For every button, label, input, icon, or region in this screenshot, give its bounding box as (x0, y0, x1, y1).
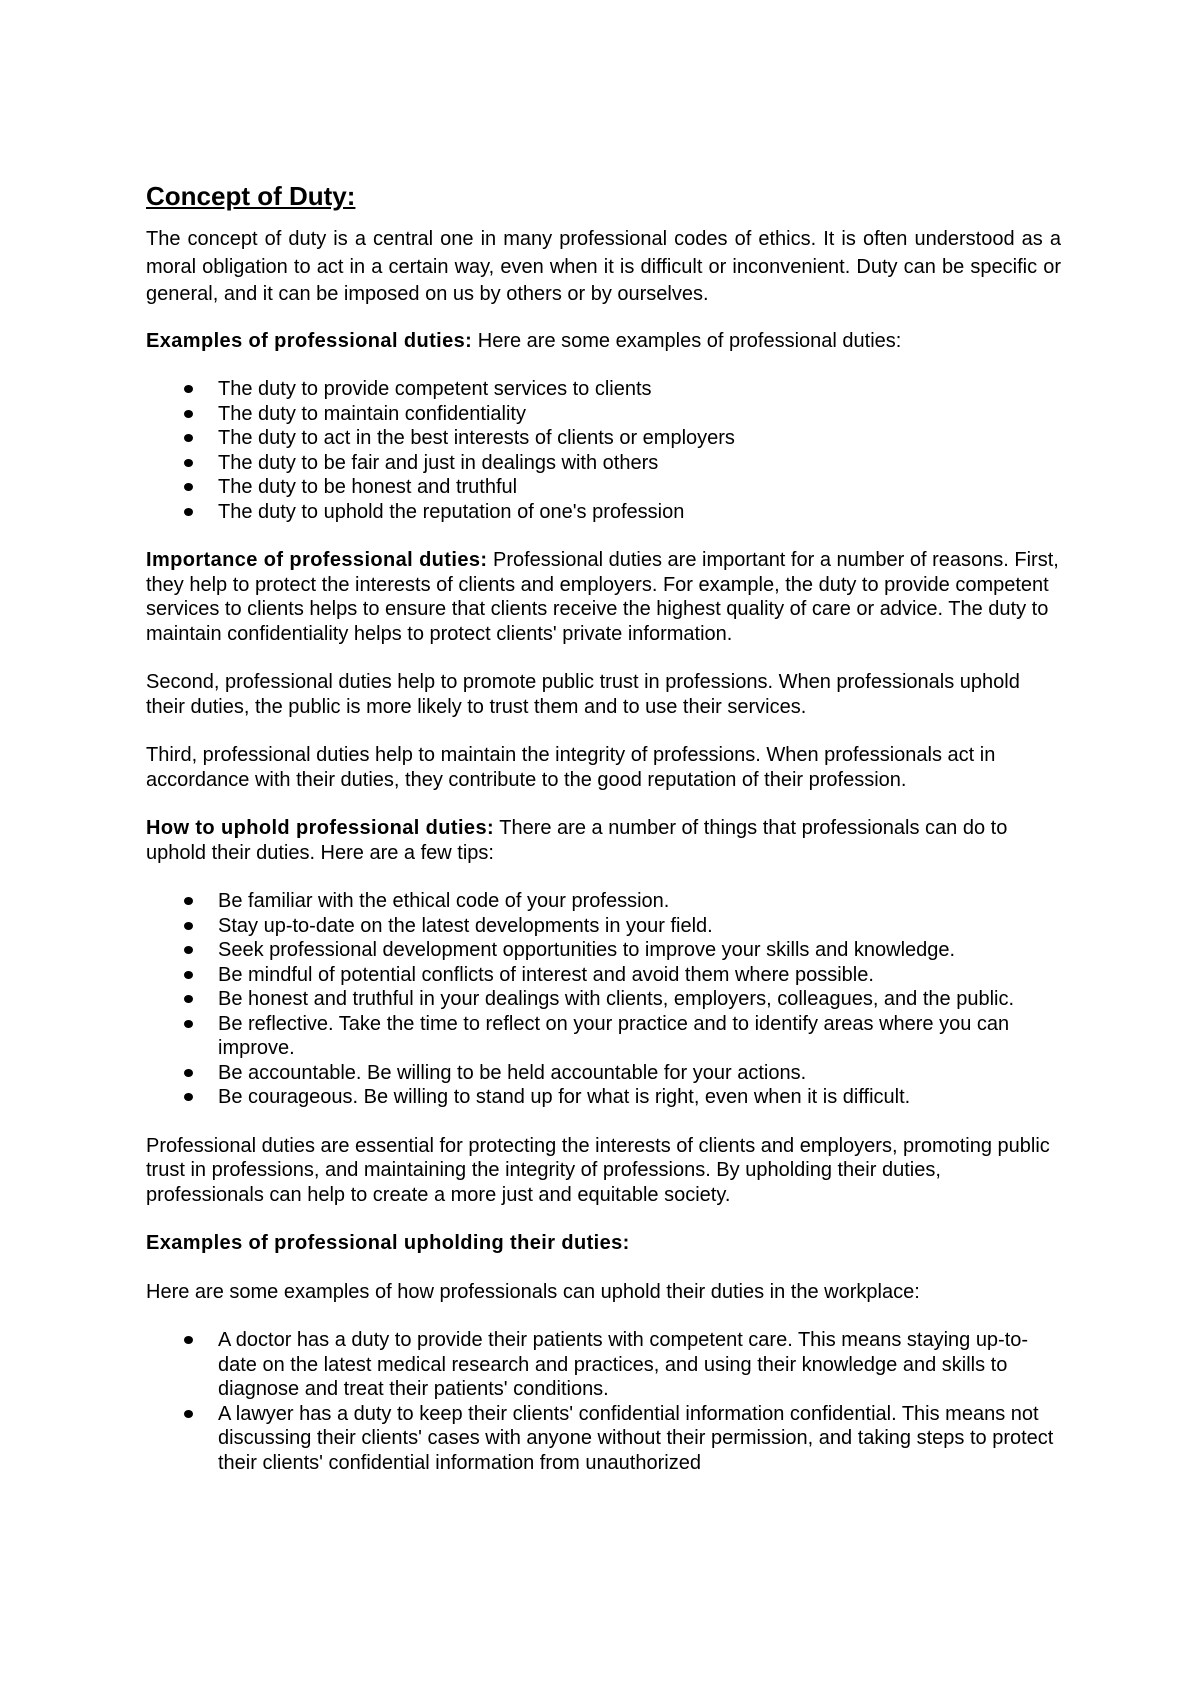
document-page (146, 180, 1061, 1499)
bullet-icon (184, 922, 193, 930)
bullet-icon (184, 995, 193, 1003)
workplace-heading-paragraph (146, 1231, 1061, 1256)
examples-list (146, 377, 1061, 524)
bullet-icon (184, 410, 193, 418)
bullet-icon (184, 1410, 193, 1418)
list-item: Be accountable. Be willing to be held accountable for your actions. (146, 1061, 1061, 1086)
list-item: Be familiar with the ethical code of your profession. (146, 889, 1061, 914)
summary-paragraph: Professional duties are essential for protecting the interests of clients and employers, promoting public trust in professions, and maintaining the integrity of professions. By upholding their duties, professionals can help to create a more just and equitable society. (146, 1134, 1050, 1206)
list-item: Be reflective. Take the time to reflect on your practice and to identify areas where you can improve. (146, 1012, 1061, 1061)
list-item: The duty to act in the best interests of clients or employers (146, 426, 1061, 451)
list-item: Seek professional development opportunities to improve your skills and knowledge. (146, 938, 1061, 963)
examples-lead: Here are some examples of professional duties: (472, 329, 902, 352)
list-item: A doctor has a duty to provide their patients with competent care. This means staying up-to-date on the latest medical research and practices, and using their knowledge and skills to diagnose and treat their patients' conditions. (146, 1328, 1061, 1402)
bullet-icon (184, 508, 193, 516)
bullet-icon (184, 1336, 193, 1344)
list-item: Be honest and truthful in your dealings with clients, employers, colleagues, and the public. (146, 987, 1061, 1012)
how-to-paragraph (146, 816, 1061, 865)
bullet-icon (184, 483, 193, 491)
list-item: The duty to be honest and truthful (146, 475, 1061, 500)
bullet-icon (184, 1020, 193, 1028)
bullet-icon (184, 459, 193, 467)
how-to-text: There are a number of things that professionals can do to uphold their duties. Here are a few tips: (146, 817, 1008, 864)
importance-text: Professional duties are important for a number of reasons. First, they help to protect the interests of clients and employers. For example, the duty to provide competent services to clients helps to ensure that clients receive the highest quality of care or advice. The duty to maintain confidentiality helps to protect clients' private information. (146, 549, 1059, 645)
examples-heading: Examples of professional duties: (146, 329, 473, 352)
bullet-icon (184, 1069, 193, 1077)
importance-heading: Importance of professional duties: (146, 549, 488, 571)
workplace-list (146, 1328, 1061, 1475)
list-item: The duty to be fair and just in dealings with others (146, 451, 1061, 476)
second-paragraph: Second, professional duties help to promote public trust in professions. When professionals uphold their duties, the public is more likely to trust them and to use their services. (146, 671, 1020, 718)
bullet-icon (184, 1093, 193, 1101)
bullet-icon (184, 434, 193, 442)
how-to-heading: How to uphold professional duties: (146, 817, 495, 839)
bullet-icon (184, 971, 193, 979)
list-item: A lawyer has a duty to keep their clients' confidential information confidential. This means not discussing their clients' cases with anyone without their permission, and taking steps to protect their clients' confidential information from unauthorized (146, 1402, 1061, 1476)
list-item: The duty to maintain confidentiality (146, 402, 1061, 427)
tips-list (146, 889, 1061, 1110)
importance-paragraph (146, 548, 1061, 646)
list-item: Be mindful of potential conflicts of interest and avoid them where possible. (146, 963, 1061, 988)
list-item: The duty to uphold the reputation of one's profession (146, 500, 1061, 525)
list-item: The duty to provide competent services to clients (146, 377, 1061, 402)
bullet-icon (184, 385, 193, 393)
third-paragraph: Third, professional duties help to maintain the integrity of professions. When professionals act in accordance with their duties, they contribute to the good reputation of their profession. (146, 744, 996, 791)
examples-paragraph (146, 329, 1061, 354)
workplace-lead: Here are some examples of how professionals can uphold their duties in the workplace: (146, 1280, 920, 1303)
bullet-icon (184, 946, 193, 954)
list-item: Be courageous. Be willing to stand up for what is right, even when it is difficult. (146, 1085, 1061, 1110)
list-item: Stay up-to-date on the latest developments in your field. (146, 914, 1061, 939)
workplace-heading: Examples of professional upholding their duties: (146, 1232, 630, 1254)
intro-paragraph: The concept of duty is a central one in many professional codes of ethics. It is often understood as a moral obligation to act in a certain way, even when it is difficult or inconvenient. Duty can be specific or general, and it can be imposed on us by others or by ourselves. (146, 228, 1061, 305)
page-title: Concept of Duty: (146, 181, 356, 211)
bullet-icon (184, 897, 193, 905)
